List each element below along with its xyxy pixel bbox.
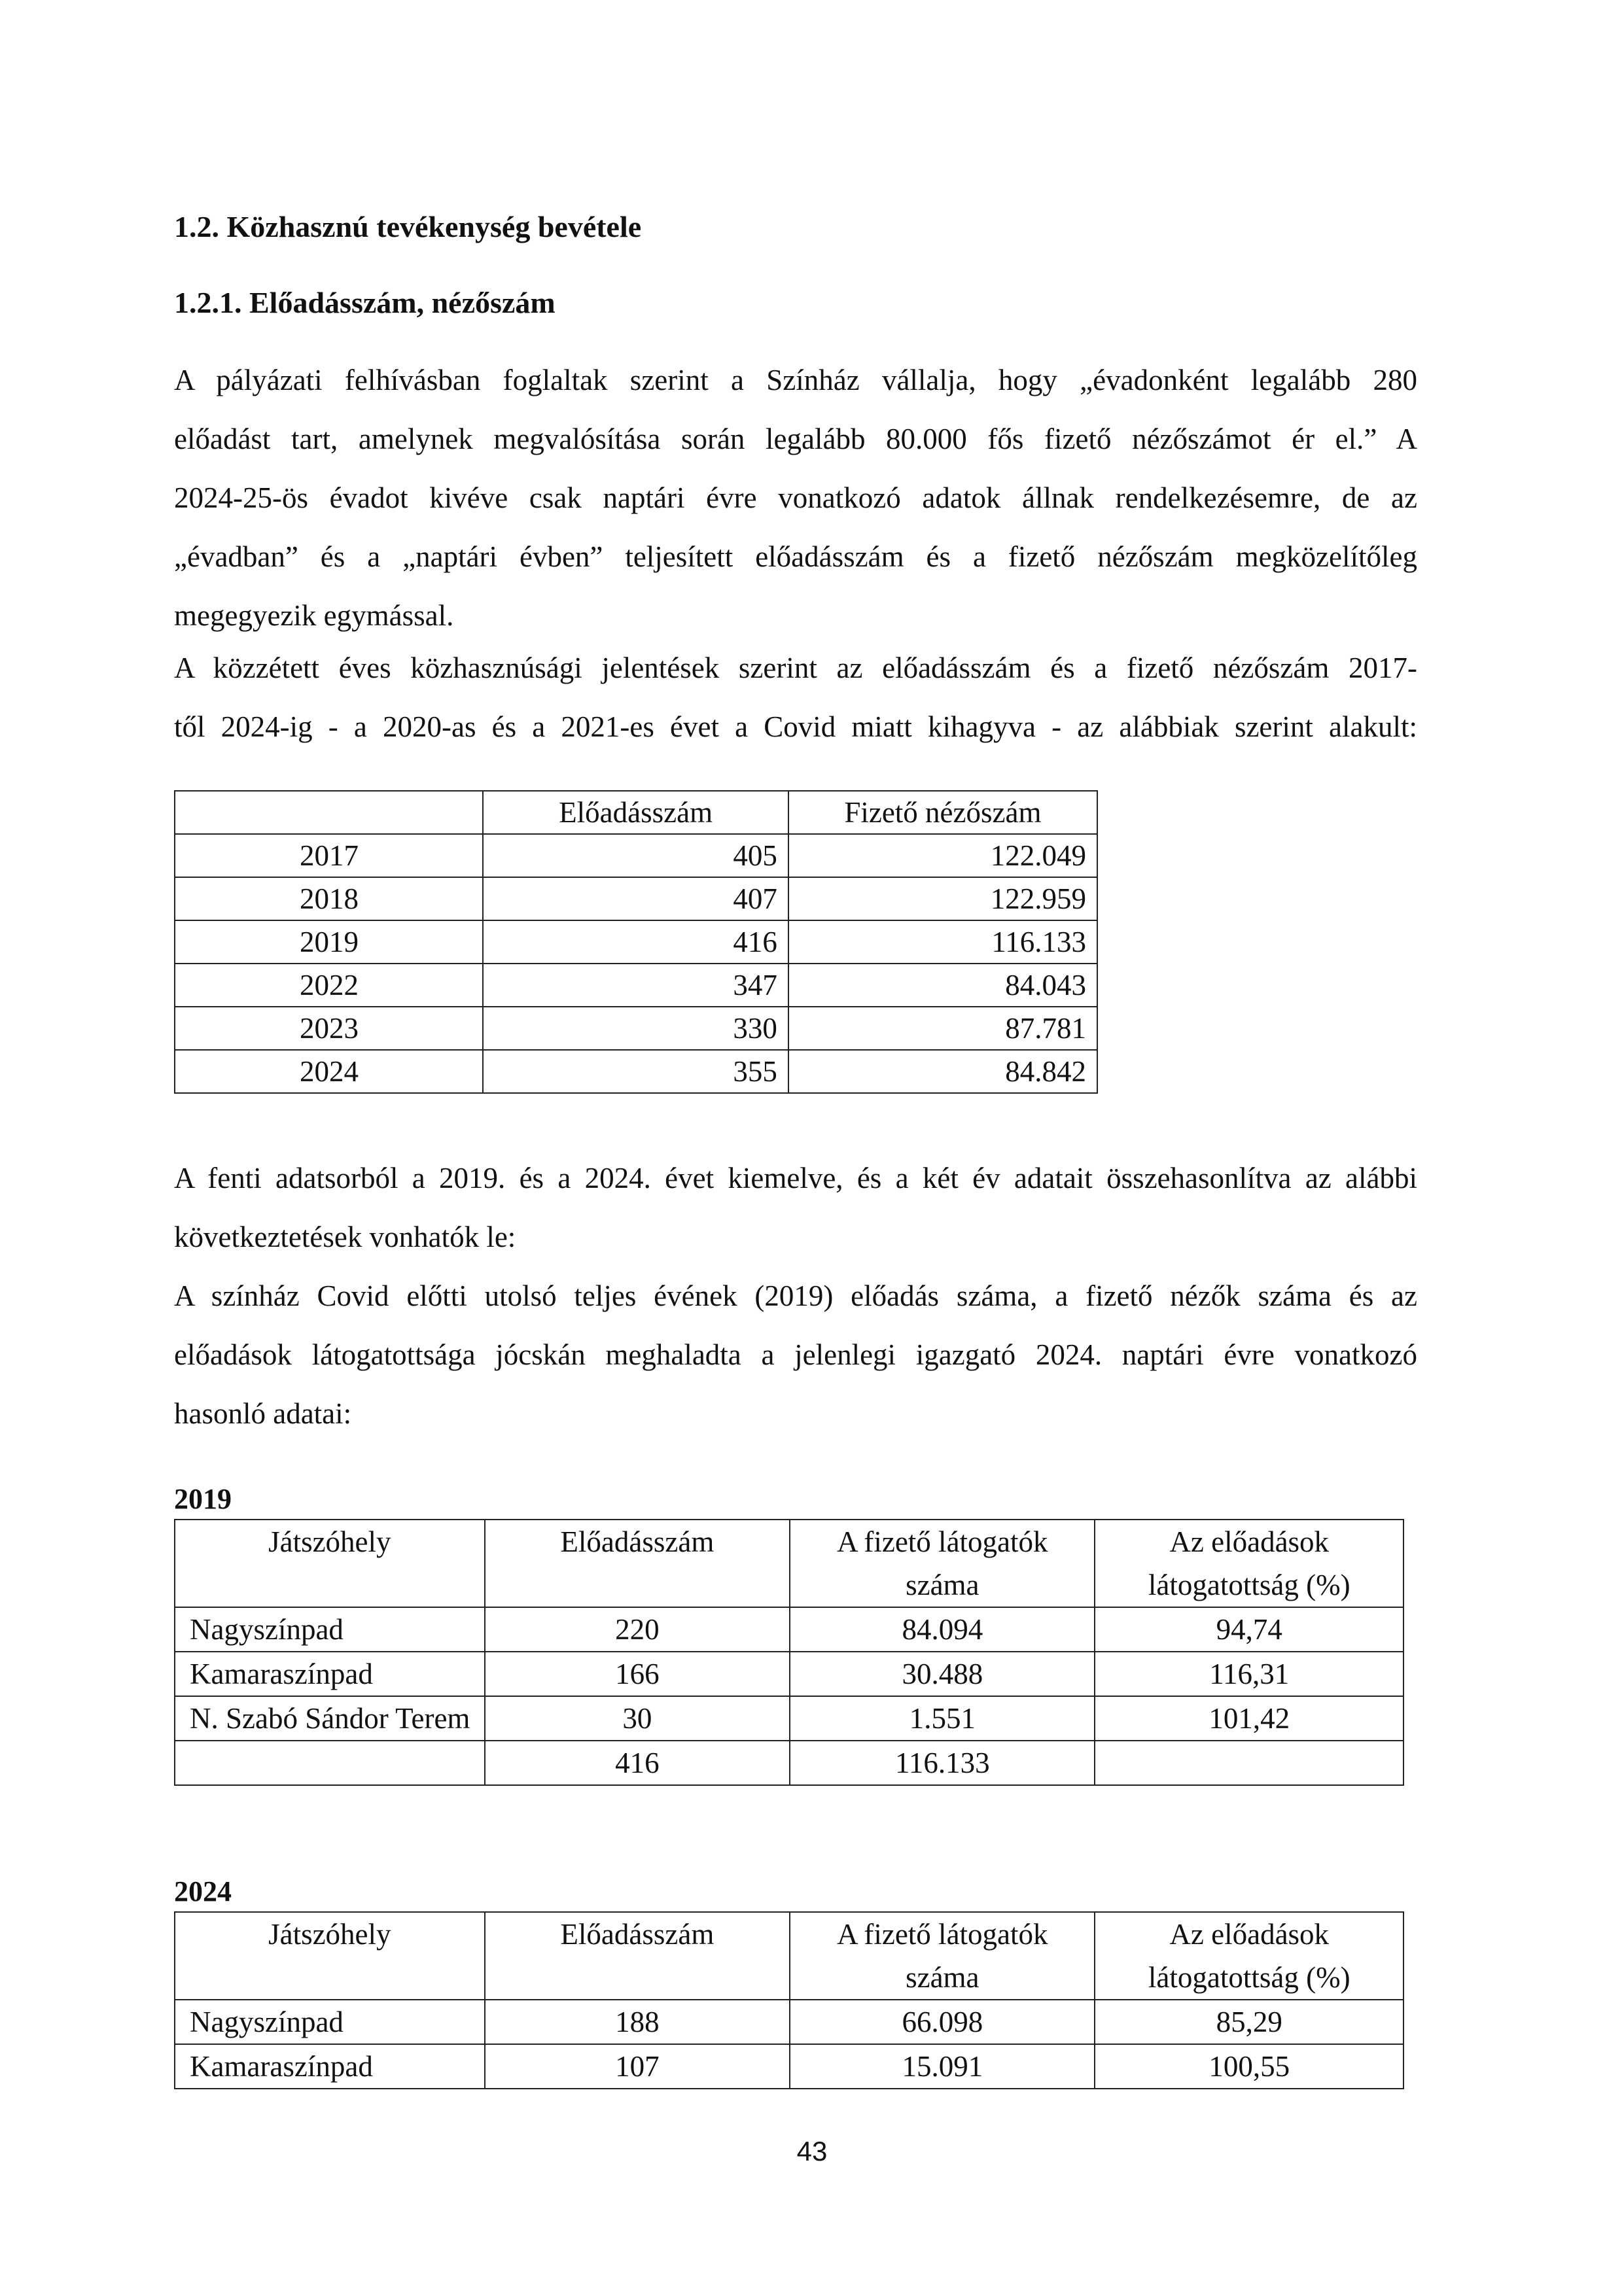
venue-cell: Kamaraszínpad [175,1652,485,1696]
subsection-heading: 1.2.1. Előadásszám, nézőszám [174,286,556,319]
performances-cell: 107 [485,2044,790,2089]
venue-cell: N. Szabó Sándor Terem [175,1696,485,1741]
performances-cell: 347 [483,964,788,1007]
table-row [175,877,1097,920]
table-header-cell: A fizető látogatók száma [790,1520,1095,1607]
venue-cell: Nagyszínpad [175,1607,485,1652]
paying-viewers-cell: 122.959 [788,877,1097,920]
paying-visitors-cell: 1.551 [790,1696,1095,1741]
text-line: A fenti adatsorból a 2019. és a 2024. évet kiemelve, és a két év adatait összehasonlítva az alábbi [174,1162,1417,1194]
table-row [175,1050,1097,1093]
table-row [175,2000,1403,2044]
year-cell: 2018 [175,877,483,920]
venue-cell [175,1741,485,1785]
text-line: „évadban” és a „naptári évben” teljesített előadásszám és a fizető nézőszám megközelítőleg [174,540,1417,573]
table-header-row [175,1912,1403,2000]
page-number: 43 [796,2136,828,2166]
table-header-cell: Előadásszám [485,1912,790,2000]
text-line: hasonló adatai: [174,1397,352,1430]
paying-viewers-cell: 116.133 [788,920,1097,964]
comparison-paragraph [174,1149,1417,1266]
text-line: A színház Covid előtti utolsó teljes évének (2019) előadás száma, a fizető nézők száma és az [174,1279,1417,1312]
table-row [175,2044,1403,2089]
paying-visitors-cell: 30.488 [790,1652,1095,1696]
attendance-cell: 100,55 [1095,2044,1403,2089]
paying-viewers-cell: 87.781 [788,1007,1097,1050]
attendance-cell: 116,31 [1095,1652,1403,1696]
table-header-row [175,1520,1403,1607]
performances-cell: 188 [485,2000,790,2044]
table-total-row [175,1741,1403,1785]
conclusion-paragraph [174,1266,1417,1443]
report-paragraph [174,638,1417,756]
paying-visitors-cell: 66.098 [790,2000,1095,2044]
performances-cell: 166 [485,1652,790,1696]
intro-paragraph [174,351,1417,645]
performances-cell: 330 [483,1007,788,1050]
paying-viewers-cell: 84.842 [788,1050,1097,1093]
table-header-cell: Játszóhely [175,1912,485,2000]
table-row [175,1696,1403,1741]
summary-table [174,790,1098,1094]
year-cell: 2022 [175,964,483,1007]
text-line: előadást tart, amelynek megvalósítása során legalább 80.000 fős fizető nézőszámot ér el.” A [174,423,1417,455]
section-heading: 1.2. Közhasznú tevékenység bevétele [174,210,642,243]
year-cell: 2024 [175,1050,483,1093]
attendance-cell [1095,1741,1403,1785]
text-line: 2024-25-ös évadot kivéve csak naptári évre vonatkozó adatok állnak rendelkezésemre, de az [174,481,1417,514]
table-row [175,834,1097,877]
table-row [175,1607,1403,1652]
table-header-cell: Játszóhely [175,1520,485,1607]
text-line: következtetések vonhatók le: [174,1221,516,1253]
year-cell: 2023 [175,1007,483,1050]
venue-cell: Nagyszínpad [175,2000,485,2044]
attendance-cell: 85,29 [1095,2000,1403,2044]
performances-cell: 220 [485,1607,790,1652]
performances-cell: 30 [485,1696,790,1741]
attendance-cell: 101,42 [1095,1696,1403,1741]
paying-viewers-cell: 122.049 [788,834,1097,877]
paying-visitors-cell: 84.094 [790,1607,1095,1652]
text-line: megegyezik egymással. [174,599,454,632]
performances-cell: 355 [483,1050,788,1093]
venue-table-2024 [174,1911,1404,2089]
paying-visitors-cell: 15.091 [790,2044,1095,2089]
text-line: től 2024-ig - a 2020-as és a 2021-es évet a Covid miatt kihagyva - az alábbiak szerint alakult: [174,710,1417,743]
table-header-cell: Előadásszám [485,1520,790,1607]
year-cell: 2019 [175,920,483,964]
table-header-cell: Előadásszám [483,791,788,834]
text-line: A pályázati felhívásban foglaltak szerint a Színház vállalja, hogy „évadonként legalább 280 [174,364,1417,396]
table-header-row [175,791,1097,834]
performances-cell: 407 [483,877,788,920]
attendance-cell: 94,74 [1095,1607,1403,1652]
performances-cell: 416 [483,920,788,964]
table-header-cell [175,791,483,834]
venue-cell: Kamaraszínpad [175,2044,485,2089]
paying-viewers-cell: 84.043 [788,964,1097,1007]
table-row [175,1652,1403,1696]
performances-total-cell: 416 [485,1741,790,1785]
venue-table-2019 [174,1519,1404,1786]
performances-cell: 405 [483,834,788,877]
table-header-cell: Az előadások látogatottság (%) [1095,1520,1403,1607]
table-header-cell: Fizető nézőszám [788,791,1097,834]
year-cell: 2017 [175,834,483,877]
text-line: előadások látogatottsága jócskán meghaladta a jelenlegi igazgató 2024. naptári évre vonatkozó [174,1338,1417,1371]
text-line: A közzétett éves közhasznúsági jelentések szerint az előadásszám és a fizető nézőszám 2017- [174,652,1417,684]
table-row [175,920,1097,964]
table-row [175,1007,1097,1050]
table-header-cell: A fizető látogatók száma [790,1912,1095,2000]
table-2024-label: 2024 [174,1875,232,1907]
table-2019-label: 2019 [174,1483,232,1515]
paying-visitors-total-cell: 116.133 [790,1741,1095,1785]
table-row [175,964,1097,1007]
table-header-cell: Az előadások látogatottság (%) [1095,1912,1403,2000]
